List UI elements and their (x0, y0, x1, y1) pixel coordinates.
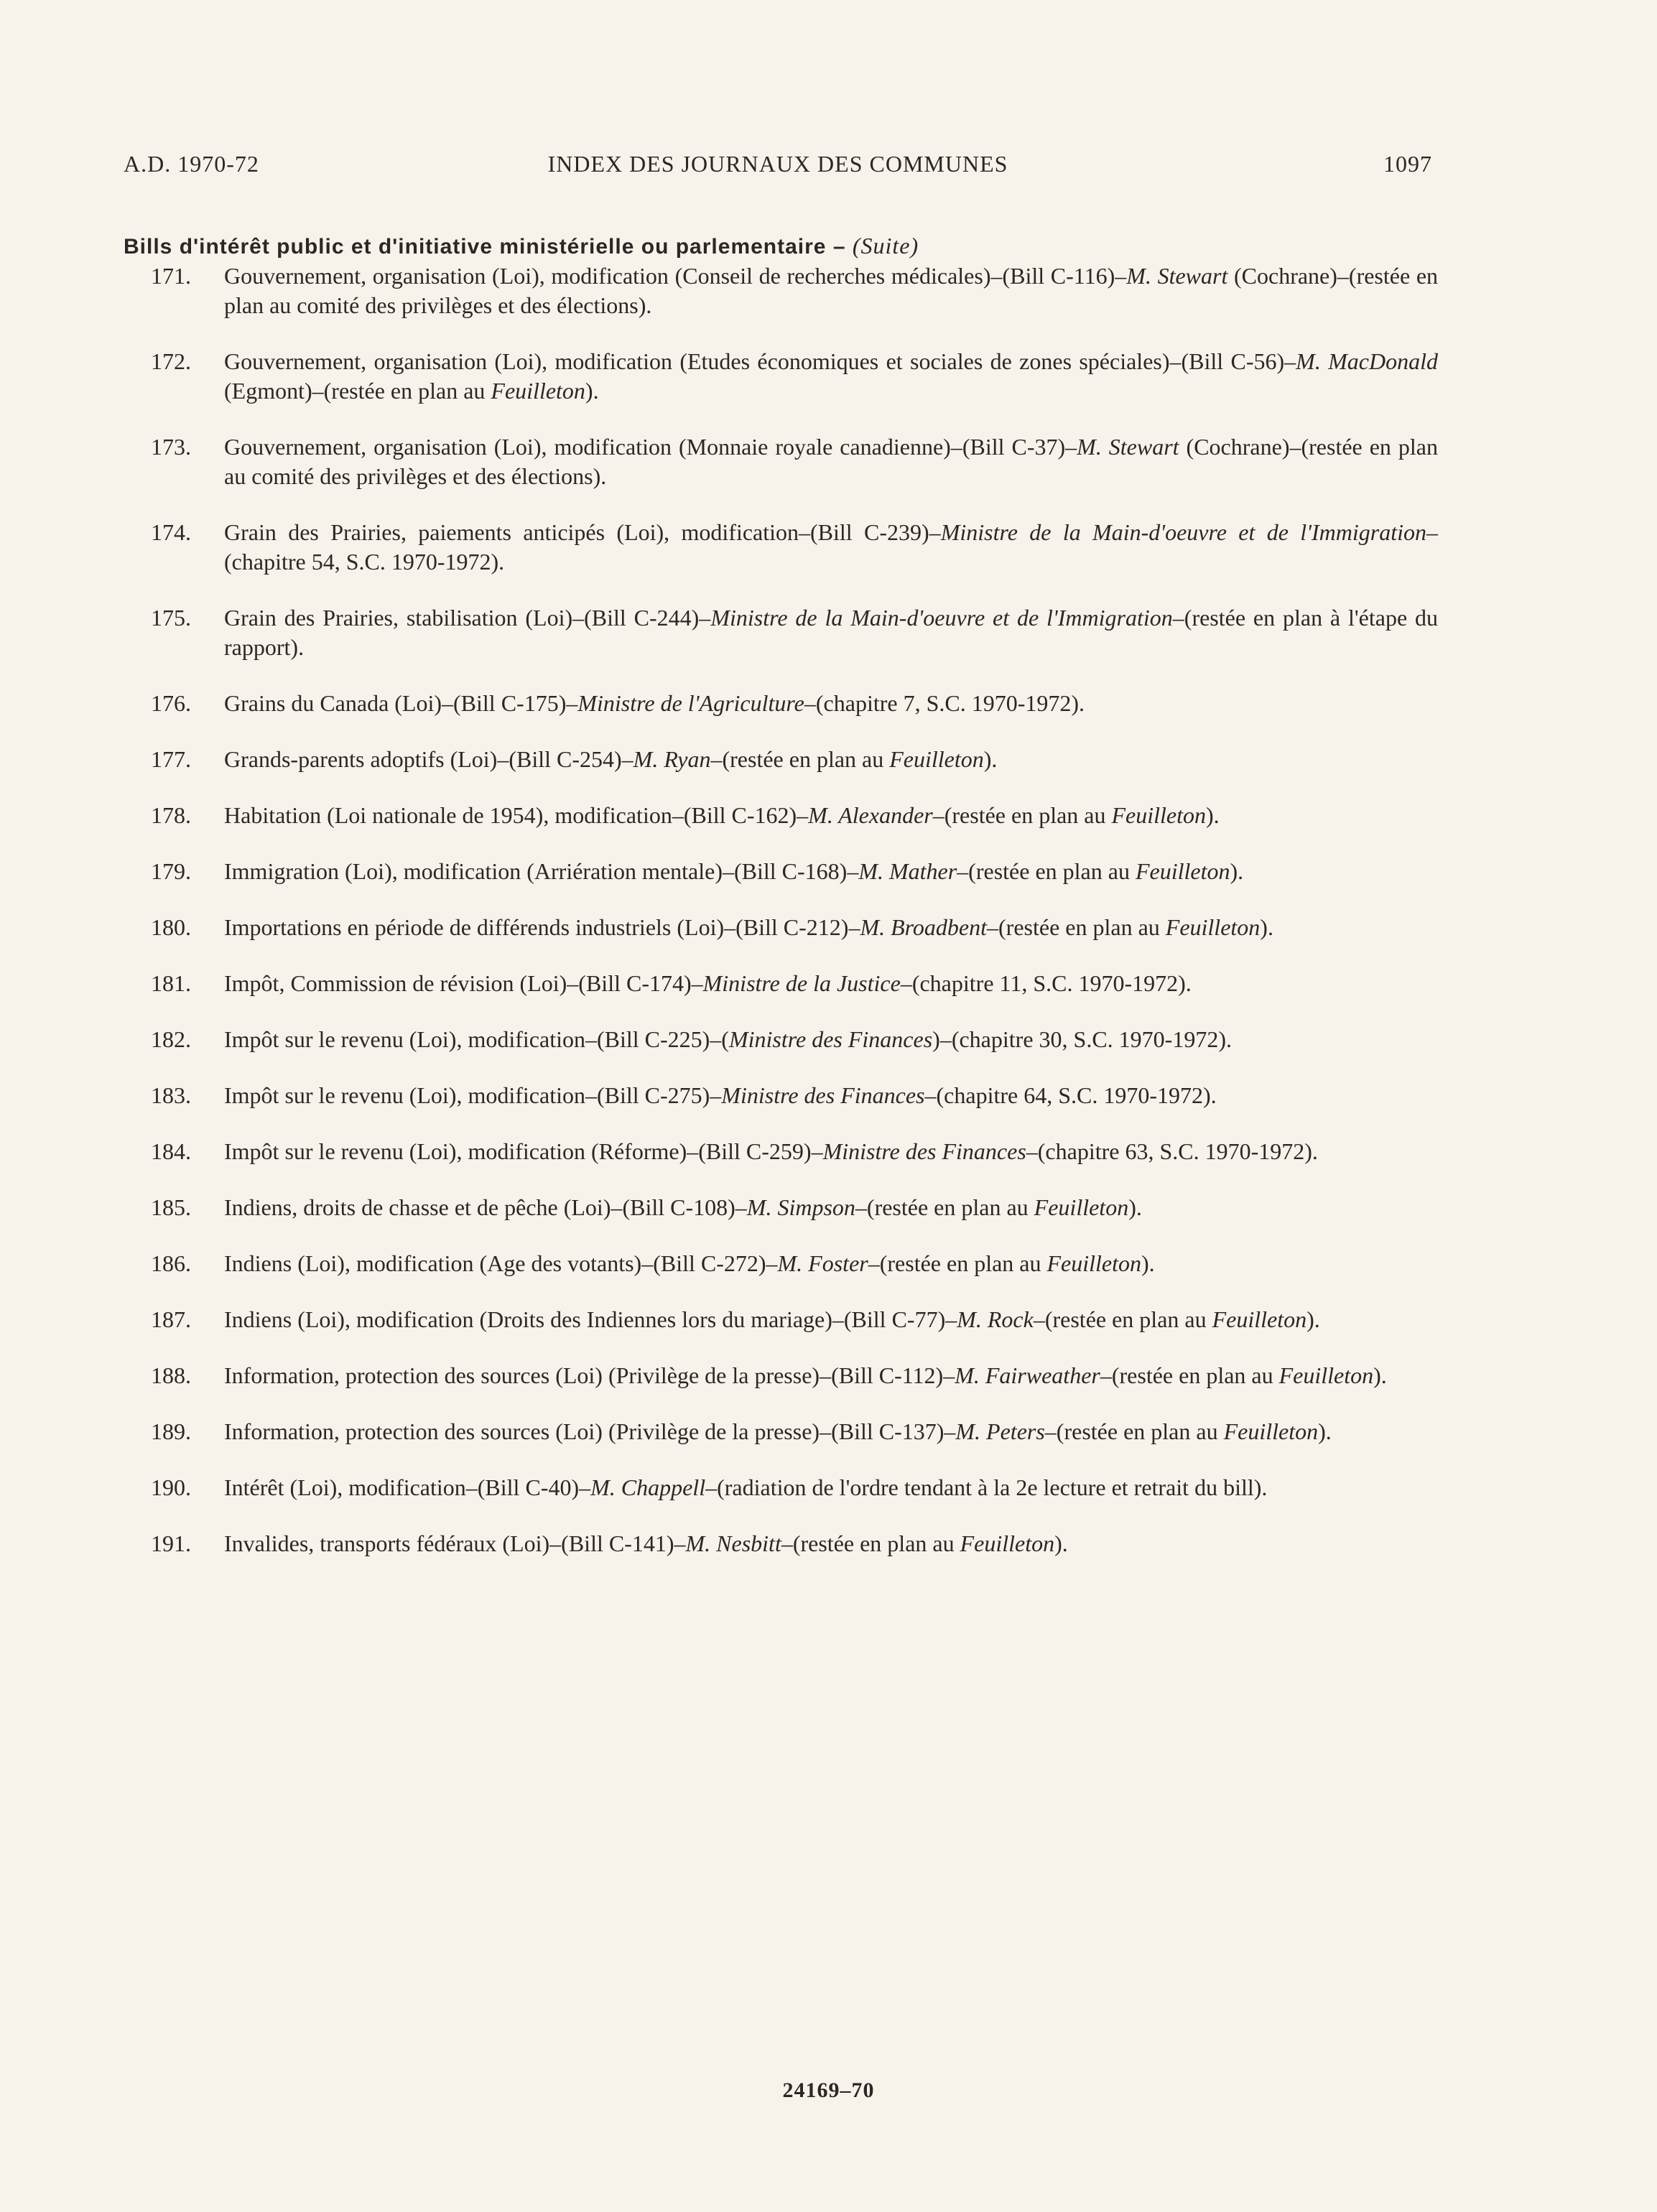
entry-segment: Importations en période de différends industriels (Loi)–(Bill C-212)– (224, 914, 860, 940)
entry-italic-segment: Feuilleton (1212, 1306, 1307, 1332)
index-entry (124, 1025, 1438, 1054)
entry-segment: Information, protection des sources (Loi) (Privilège de la presse)–(Bill C-112)– (224, 1362, 955, 1388)
entry-segment: –(restée en plan au (855, 1194, 1034, 1220)
entry-number: 175. (151, 605, 191, 631)
entry-segment: ). (1054, 1530, 1068, 1556)
entry-segment: ). (983, 746, 998, 772)
entry-number: 183. (151, 1082, 191, 1108)
entry-segment: ). (1373, 1362, 1387, 1388)
entry-segment: –(chapitre 11, S.C. 1970-1972). (900, 970, 1192, 996)
index-entry (124, 518, 1438, 577)
entry-segment: )–(chapitre 30, S.C. 1970-1972). (932, 1026, 1232, 1052)
entry-segment: Immigration (Loi), modification (Arriération mentale)–(Bill C-168)– (224, 858, 859, 884)
header-title: INDEX DES JOURNAUX DES COMMUNES (547, 151, 1008, 177)
entry-segment: –(restée en plan au (1044, 1418, 1224, 1444)
entry-italic-segment: Ministre de la Main-d'oeuvre et de l'Immigration (940, 519, 1427, 545)
entry-number: 185. (151, 1194, 191, 1220)
index-entry (124, 1473, 1438, 1502)
entry-segment: ). (1141, 1250, 1155, 1276)
entry-segment: –(restée en plan au (932, 802, 1112, 828)
entry-italic-segment: M. Broadbent (860, 914, 987, 940)
entry-text (224, 690, 1085, 716)
entry-italic-segment: Ministre des Finances (822, 1138, 1026, 1164)
entry-segment: Grands-parents adoptifs (Loi)–(Bill C-254)– (224, 746, 633, 772)
entry-segment: (Egmont)–(restée en plan au (224, 378, 491, 404)
entry-italic-segment: M. Stewart (1126, 263, 1228, 289)
index-entry (124, 261, 1438, 320)
index-entry (124, 745, 1438, 774)
index-entry (124, 689, 1438, 718)
entry-italic-segment: M. Ryan (633, 746, 711, 772)
index-entry (124, 1081, 1438, 1110)
entry-segment: (Cochrane)–(restée en plan au comité des privilèges et des élections). (224, 263, 1439, 318)
entry-segment: Indiens, droits de chasse et de pêche (Loi)–(Bill C-108)– (224, 1194, 747, 1220)
entry-segment: –(restée en plan au (868, 1250, 1047, 1276)
entry-segment: –(restée en plan au (781, 1530, 960, 1556)
entry-italic-segment: Feuilleton (889, 746, 984, 772)
entry-text (224, 1530, 1068, 1556)
entry-text (224, 1194, 1142, 1220)
entry-italic-segment: Feuilleton (1278, 1362, 1374, 1388)
entry-number: 190. (151, 1474, 191, 1500)
footer-code: 24169–70 (782, 2078, 875, 2102)
entry-segment: –(radiation de l'ordre tendant à la 2e lecture et retrait du bill). (705, 1474, 1268, 1500)
entry-segment: Information, protection des sources (Loi) (Privilège de la presse)–(Bill C-137)– (224, 1418, 956, 1444)
index-entry (124, 1417, 1438, 1446)
entry-segment: Gouvernement, organisation (Loi), modification (Conseil de recherches médicales)–(Bill C-116)– (224, 263, 1127, 289)
entry-segment: ). (1230, 858, 1244, 884)
entry-text (224, 434, 1438, 489)
entry-segment: ). (1306, 1306, 1320, 1332)
entry-text (224, 746, 997, 772)
entry-number: 188. (151, 1362, 191, 1388)
entry-italic-segment: Ministre des Finances (721, 1082, 925, 1108)
entry-text (224, 1474, 1267, 1500)
entry-segment: –(restée en plan à l'étape du rapport). (224, 605, 1439, 660)
entry-italic-segment: Feuilleton (1165, 914, 1261, 940)
entry-segment: –(restée en plan au (987, 914, 1166, 940)
entry-segment: ). (1128, 1194, 1142, 1220)
entry-segment: Gouvernement, organisation (Loi), modification (Monnaie royale canadienne)–(Bill C-37)– (224, 434, 1077, 460)
entry-italic-segment: M. Foster (777, 1250, 868, 1276)
entry-italic-segment: Feuilleton (1223, 1418, 1319, 1444)
entry-italic-segment: Ministre de l'Agriculture (577, 690, 804, 716)
header-years: A.D. 1970-72 (124, 151, 259, 177)
entry-text (224, 1306, 1320, 1332)
entry-segment: Impôt sur le revenu (Loi), modification (Réforme)–(Bill C-259)– (224, 1138, 823, 1164)
entry-segment: Invalides, transports fédéraux (Loi)–(Bill C-141)– (224, 1530, 686, 1556)
entry-segment: –(chapitre 54, S.C. 1970-1972). (224, 519, 1439, 575)
entry-number: 182. (151, 1026, 191, 1052)
entry-number: 171. (151, 263, 191, 289)
entry-italic-segment: M. Peters (955, 1418, 1045, 1444)
entry-segment: Impôt sur le revenu (Loi), modification–(Bill C-275)– (224, 1082, 722, 1108)
entry-italic-segment: Feuilleton (1046, 1250, 1141, 1276)
index-entry (124, 801, 1438, 830)
entry-number: 176. (151, 690, 191, 716)
entry-text (224, 1082, 1217, 1108)
entry-number: 186. (151, 1250, 191, 1276)
entry-segment: –(restée en plan au (1033, 1306, 1212, 1332)
section-suite: (Suite) (852, 233, 919, 259)
entry-segment: –(restée en plan au (957, 858, 1136, 884)
entry-italic-segment: M. MacDonald (1296, 348, 1439, 374)
entry-italic-segment: M. Rock (957, 1306, 1034, 1332)
entry-text (224, 858, 1243, 884)
entry-italic-segment: Feuilleton (1111, 802, 1207, 828)
running-header (124, 147, 1432, 181)
entry-text (224, 1138, 1318, 1164)
entry-italic-segment: M. Fairweather (955, 1362, 1100, 1388)
index-entry (124, 1361, 1438, 1390)
entry-segment: ). (585, 378, 599, 404)
entry-text (224, 1362, 1387, 1388)
entry-text (224, 802, 1220, 828)
entry-segment: Grain des Prairies, stabilisation (Loi)–(Bill C-244)– (224, 605, 711, 631)
entry-segment: –(restée en plan au (710, 746, 890, 772)
index-entry (124, 603, 1438, 662)
entry-italic-segment: Feuilleton (1135, 858, 1230, 884)
entry-italic-segment: M. Mather (858, 858, 957, 884)
entry-italic-segment: M. Alexander (808, 802, 933, 828)
entry-number: 179. (151, 858, 191, 884)
entry-segment: Impôt, Commission de révision (Loi)–(Bill C-174)– (224, 970, 703, 996)
entry-italic-segment: Ministre de la Justice (702, 970, 901, 996)
entry-number: 187. (151, 1306, 191, 1332)
entry-segment: ). (1318, 1418, 1332, 1444)
index-entry (124, 857, 1438, 886)
entry-number: 172. (151, 348, 191, 374)
entry-text (224, 263, 1438, 318)
entry-italic-segment: M. Stewart (1077, 434, 1179, 460)
entry-italic-segment: M. Nesbitt (685, 1530, 781, 1556)
index-entry (124, 1529, 1438, 1558)
entry-segment: Gouvernement, organisation (Loi), modification (Etudes économiques et sociales de zones spéciales)–(Bill C-56)– (224, 348, 1296, 374)
entry-italic-segment: Ministre des Finances (728, 1026, 933, 1052)
entry-number: 174. (151, 519, 191, 545)
entry-number: 178. (151, 802, 191, 828)
entry-number: 173. (151, 434, 191, 460)
index-entry (124, 1305, 1438, 1334)
page-number: 1097 (1383, 151, 1432, 177)
entry-segment: –(chapitre 63, S.C. 1970-1972). (1026, 1138, 1318, 1164)
index-entry (124, 1137, 1438, 1166)
entry-number: 189. (151, 1418, 191, 1444)
entry-segment: (Cochrane)–(restée en plan au comité des privilèges et des élections). (224, 434, 1439, 489)
entry-number: 177. (151, 746, 191, 772)
entry-segment: –(restée en plan au (1100, 1362, 1279, 1388)
entry-text (224, 970, 1192, 996)
entry-segment: Grains du Canada (Loi)–(Bill C-175)– (224, 690, 578, 716)
entry-number: 184. (151, 1138, 191, 1164)
index-entry (124, 913, 1438, 942)
entry-segment: –(chapitre 64, S.C. 1970-1972). (924, 1082, 1217, 1108)
entry-text (224, 1418, 1332, 1444)
entry-number: 191. (151, 1530, 191, 1556)
entry-italic-segment: Feuilleton (491, 378, 585, 404)
entry-segment: Indiens (Loi), modification (Age des votants)–(Bill C-272)– (224, 1250, 778, 1276)
entry-number: 180. (151, 914, 191, 940)
entry-segment: –(chapitre 7, S.C. 1970-1972). (804, 690, 1085, 716)
entry-italic-segment: M. Simpson (746, 1194, 855, 1220)
entry-segment: Grain des Prairies, paiements anticipés (Loi), modification–(Bill C-239)– (224, 519, 941, 545)
index-entry (124, 969, 1438, 998)
entry-text (224, 605, 1438, 660)
entry-italic-segment: Feuilleton (1034, 1194, 1129, 1220)
entry-segment: Impôt sur le revenu (Loi), modification–(Bill C-225)–( (224, 1026, 729, 1052)
index-entry (124, 432, 1438, 491)
entry-italic-segment: M. Chappell (590, 1474, 706, 1500)
section-heading (124, 231, 1438, 261)
section-title: Bills d'intérêt public et d'initiative ministérielle ou parlementaire – (124, 235, 846, 259)
index-entry (124, 1249, 1438, 1278)
entry-number: 181. (151, 970, 191, 996)
entry-segment: ). (1206, 802, 1220, 828)
entry-italic-segment: Feuilleton (960, 1530, 1055, 1556)
entry-text (224, 1026, 1232, 1052)
entry-segment: ). (1260, 914, 1273, 940)
entry-text (224, 348, 1438, 404)
entry-list (124, 261, 1438, 1585)
index-entry (124, 347, 1438, 406)
entry-text (224, 914, 1273, 940)
index-entry (124, 1193, 1438, 1222)
entry-italic-segment: Ministre de la Main-d'oeuvre et de l'Immigration (710, 605, 1173, 631)
entry-segment: Intérêt (Loi), modification–(Bill C-40)– (224, 1474, 591, 1500)
entry-segment: Habitation (Loi nationale de 1954), modification–(Bill C-162)– (224, 802, 809, 828)
entry-text (224, 1250, 1155, 1276)
entry-text (224, 519, 1438, 575)
entry-segment: Indiens (Loi), modification (Droits des Indiennes lors du mariage)–(Bill C-77)– (224, 1306, 957, 1332)
